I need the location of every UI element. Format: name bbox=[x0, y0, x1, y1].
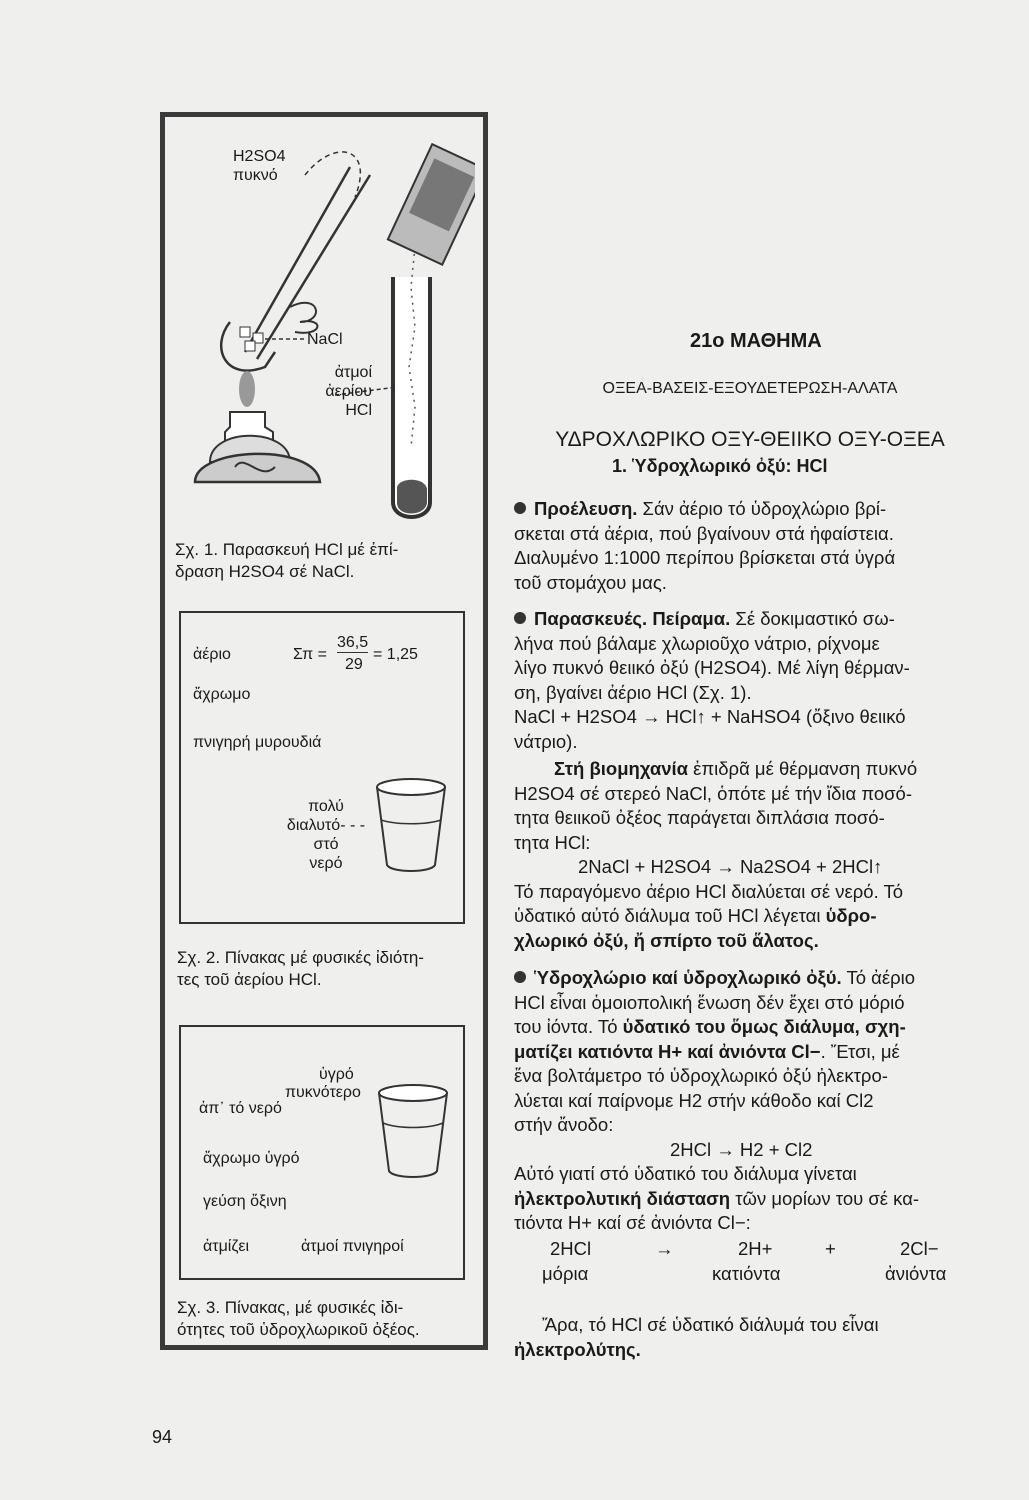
fig2-achromo: ἄχρωμο bbox=[193, 686, 251, 703]
fig2-mirodia: πνιγηρή μυρουδιά bbox=[193, 734, 322, 751]
label-nacl: NaCl bbox=[307, 331, 343, 348]
bullet-icon bbox=[514, 502, 526, 514]
figure-2-box bbox=[179, 611, 465, 924]
fig2-numerator: 36,5 bbox=[337, 634, 369, 651]
paragraph-paraskeues: Παρασκευές. Πείραμα. Σέ δοκιμαστικό σω- λήνα πού βάλαμε χλωριοῦχο νάτριο, ρίχνομε λίγο πυκνό θειικό ὀξύ (H2SO4). Μέ λίγη θέρμαν- ση, βγαίνει ἀέριο HCl (Σχ. 1). NaCl + H2SO4 → HCl↑ + NaHSO4 (ὄξινο θειικό νάτριο). bbox=[514, 608, 910, 752]
diss-2cl: 2Cl− bbox=[900, 1238, 939, 1259]
lesson-number: 21ο ΜΑΘΗΜΑ bbox=[690, 330, 822, 352]
fig2-glass-drawing bbox=[371, 775, 451, 875]
fig2-formula-lhs: Σπ = bbox=[293, 646, 327, 663]
section-title: 1. Ὑδροχλωρικό ὀξύ: HCl bbox=[612, 456, 828, 476]
fig3-atmizei: ἀτμίζει bbox=[203, 1238, 250, 1255]
label-h2so4: H2SO4 πυκνό bbox=[233, 148, 286, 184]
fig3-glass-drawing bbox=[373, 1081, 453, 1181]
fig3-geusi: γεύση ὄξινη bbox=[203, 1193, 287, 1210]
page-number: 94 bbox=[152, 1427, 173, 1447]
bullet-icon bbox=[514, 612, 526, 624]
paragraph-proeleusi: Προέλευση. Σάν ἀέριο τό ὑδροχλώριο βρί- σκεται στά ἀέρια, πού βγαίνουν στά ἡφαίστεια. Διαλυμένο 1:1000 περίπου βρίσκεται στά ὑγρά τοῦ στομάχου μας. bbox=[514, 498, 896, 593]
fig3-achromo-ygro: ἄχρωμο ὑγρό bbox=[203, 1150, 300, 1167]
figure-column bbox=[160, 112, 488, 1350]
lesson-heading: ΥΔΡΟΧΛΩΡΙΚΟ ΟΞΥ-ΘΕΙΙΚΟ ΟΞΥ-ΟΞΕΑ bbox=[555, 428, 945, 451]
diss-kationta: κατιόντα bbox=[712, 1263, 781, 1284]
figure-3-caption: Σχ. 3. Πίνακας, μέ φυσικές ἰδι- ότητες τοῦ ὑδροχλωρικοῦ ὀξέος. bbox=[177, 1298, 420, 1339]
label-atmoi: ἀτμοί ἀερίου HCl bbox=[325, 364, 372, 419]
fig3-ap-to-nero: ἀπ᾿ τό νερό bbox=[199, 1100, 282, 1117]
fig3-atmoi-pnigiroi: ἀτμοί πνιγηροί bbox=[301, 1238, 404, 1255]
lesson-subtitle: ΟΞΕΑ-ΒΑΣΕΙΣ-ΕΞΟΥΔΕΤΕΡΩΣΗ-ΑΛΑΤΑ bbox=[602, 380, 898, 397]
paragraph-ydrochlorio: Ὑδροχλώριο καί ὑδροχλωρικό ὀξύ. Τό ἀέριο HCl εἶναι ὁμοιοπολική ἕνωση δέν ἔχει στό μόριό του ἰόντα. Τό ὑδατικό του ὅμως διάλυμα, σχη- ματίζει κατιόντα H+ καί ἀνιόντα Cl−. Ἔτσι, μέ ἕνα βολτάμετρο τό ὑδροχλωρικό ὀξύ ἠλεκτρο- λύεται καί παίρνομε H2 στήν κάθοδο καί Cl2 στήν ἄνοδο: 2HCl → H2 + Cl2 Αὐτό γιατί στό ὑδατικό του διάλυμα γίνεται ἠλεκτρολυτική διάσταση τῶν μορίων του σέ κα- τιόντα H+ καί σέ ἀνιόντα Cl−: bbox=[514, 967, 920, 1233]
fig2-result: = 1,25 bbox=[373, 646, 418, 663]
paragraph-viomichania: Στή βιομηχανία ἐπιδρᾶ μέ θέρμανση πυκνό H2SO4 σέ στερεό NaCl, ὁπότε μέ τήν ἴδια ποσό- τητα θειικοῦ ὀξέος παράγεται διπλάσια ποσό- τητα HCl: 2NaCl + H2SO4 → Na2SO4 + 2HCl↑ Τό παραγόμενο ἀέριο HCl διαλύεται σέ νερό. Τό ὑδατικό αὐτό διάλυμα τοῦ HCl λέγεται ὑδρο- χλωρικό ὀξύ, ἤ σπίρτο τοῦ ἅλατος. bbox=[514, 758, 918, 951]
fig3-ygro: ὑγρό bbox=[319, 1066, 354, 1083]
fig2-soluble: πολύ διαλυτό- - - στό νερό bbox=[286, 798, 366, 872]
fig3-pyknotero: πυκνότερο bbox=[285, 1084, 361, 1101]
fig2-aerio: ἀέριο bbox=[193, 646, 231, 663]
diss-arrow: → bbox=[655, 1238, 674, 1259]
bullet-icon bbox=[514, 971, 526, 983]
diss-anionta: ἀνιόντα bbox=[885, 1263, 947, 1284]
diss-moria: μόρια bbox=[542, 1263, 589, 1284]
diss-2hcl: 2HCl bbox=[550, 1238, 592, 1259]
diss-plus: + bbox=[825, 1238, 836, 1259]
figure-3-box bbox=[179, 1025, 465, 1280]
diss-2h: 2H+ bbox=[738, 1238, 773, 1259]
figure-2-caption: Σχ. 2. Πίνακας μέ φυσικές ἰδιότη- τες τοῦ ἀερίου HCl. bbox=[177, 948, 424, 989]
paragraph-conclusion: Ἄρα, τό HCl σέ ὑδατικό διάλυμά του εἶναι ἠλεκτρολύτης. bbox=[514, 1314, 879, 1360]
figure-1-drawing bbox=[185, 127, 475, 527]
figure-1-caption: Σχ. 1. Παρασκευή HCl μέ ἐπί- δραση H2SO4 σέ NaCl. bbox=[175, 540, 399, 581]
fig2-denominator: 29 bbox=[345, 656, 363, 673]
